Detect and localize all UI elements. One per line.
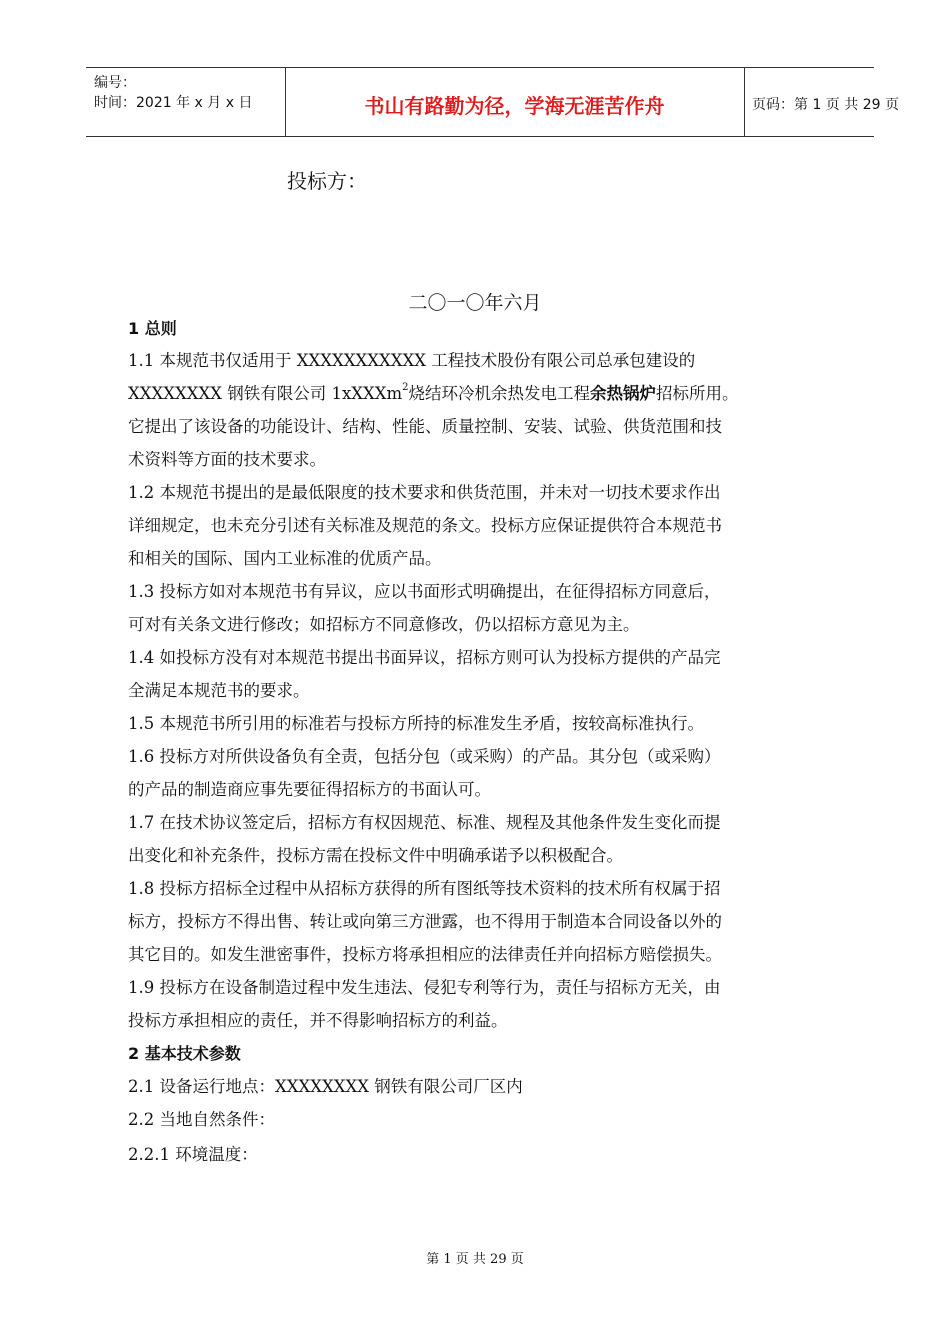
body-line: 它提出了该设备的功能设计、结构、性能、质量控制、安装、试验、供货范围和技 [128,417,722,436]
body-line: 详细规定，也未充分引述有关标准及规范的条文。投标方应保证提供符合本规范书 [128,516,722,535]
body-line: 1.9 投标方在设备制造过程中发生违法、侵犯专利等行为，责任与招标方无关，由 [128,978,721,997]
body-line: 全满足本规范书的要求。 [128,681,310,700]
superscript: 2 [402,382,409,393]
body-line: 2.2 当地自然条件： [128,1110,275,1129]
body-line: 1.4 如投标方没有对本规范书提出书面异议，招标方则可认为投标方提供的产品完 [128,648,721,667]
bidder-label: 投标方： [287,169,367,193]
line-text: 烧结环冷机余热发电工程 [408,384,591,403]
section-2-title: 2 基本技术参数 [128,1044,241,1063]
body-line: 投标方承担相应的责任，并不得影响招标方的利益。 [128,1011,508,1030]
body-line: 2.1 设备运行地点：XXXXXXXX 钢铁有限公司厂区内 [128,1077,523,1096]
body-line: 1.8 投标方招标全过程中从招标方获得的所有图纸等技术资料的技术所有权属于招 [128,879,721,898]
body-line: 术资料等方面的技术要求。 [128,450,326,469]
bold-term: 余热锅炉 [590,384,657,403]
header-page-info: 页码：第 1 页 共 29 页 [752,97,899,113]
body-line: 出变化和补充条件，投标方需在投标文件中明确承诺予以积极配合。 [128,846,623,865]
body-line: 1.3 投标方如对本规范书有异议，应以书面形式明确提出，在征得招标方同意后， [128,582,721,601]
header-motto: 书山有路勤为径，学海无涯苦作舟 [364,94,665,118]
document-number-label: 编号： [94,75,136,91]
header-page-cell [744,68,899,136]
header-table [86,67,899,137]
line-text: 招标所用。 [656,384,739,403]
line-text: XXXXXXXX 钢铁有限公司 1xXXXm [128,384,403,403]
body-line: 的产品的制造商应事先要征得招标方的书面认可。 [128,780,491,799]
body-line: 1.6 投标方对所供设备负有全责，包括分包（或采购）的产品。其分包（或采购） [128,747,721,766]
body-line: 其它目的。如发生泄密事件，投标方将承担相应的法律责任并向招标方赔偿损失。 [128,945,722,964]
document-date: 二〇一〇年六月 [408,292,542,314]
body-line: 2.2.1 环境温度： [128,1145,258,1164]
body-line: 标方，投标方不得出售、转让或向第三方泄露，也不得用于制造本合同设备以外的 [128,912,722,931]
section-1-title: 1 总则 [128,319,177,338]
document-time-label: 时间：2021 年 x 月 x 日 [94,95,253,111]
body-line: 可对有关条文进行修改；如招标方不同意修改，仍以招标方意见为主。 [128,615,640,634]
body-line: 1.5 本规范书所引用的标准若与投标方所持的标准发生矛盾，按较高标准执行。 [128,714,704,733]
header-meta-cell [86,68,286,136]
page-footer: 第 1 页 共 29 页 [426,1252,524,1267]
body-line: 和相关的国际、国内工业标准的优质产品。 [128,549,442,568]
body-line-bold-item [128,383,828,405]
body-line: 1.7 在技术协议签定后，招标方有权因规范、标准、规程及其他条件发生变化而提 [128,813,721,832]
body-line: 1.1 本规范书仅适用于 XXXXXXXXXXX 工程技术股份有限公司总承包建设的 [128,351,696,370]
body-line: 1.2 本规范书提出的是最低限度的技术要求和供货范围，并未对一切技术要求作出 [128,483,721,502]
header-motto-cell [285,68,745,136]
